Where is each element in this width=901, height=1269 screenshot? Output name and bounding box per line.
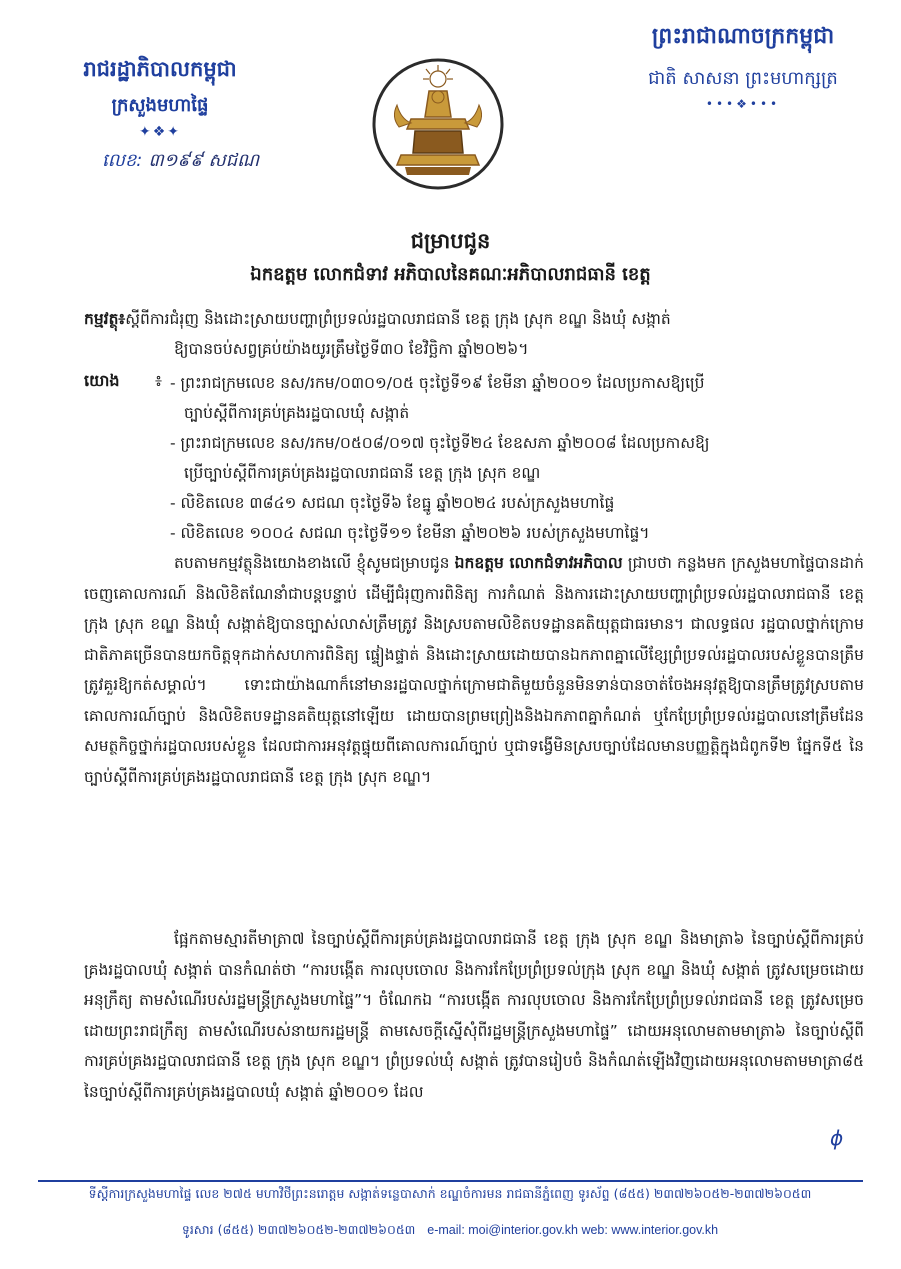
p2-text: ផ្អែកតាមស្មារតីមាត្រា៧ នៃច្បាប់ស្ដីពីការគ្រប់គ្រងរដ្ឋបាលរាជធានី ខេត្ត ក្រុង ស្រុក ខណ្ឌ និងមាត្រា៦ នៃច្បាប់ស្ដីពីការគ្រប់គ្រងរដ្ឋបាលឃុំ សង្កាត់ បានកំណត់ថា “ការបង្កើត ការលុបចោល និងការកែប្រែព្រំប្រទល់ក្រុង ស្រុក ខណ្ឌ និងឃុំ សង្កាត់ ត្រូវសម្រេចដោយអនុក្រឹត្យ តាមសំណើរបស់រដ្ឋមន្ត្រីក្រសួងមហាផ្ទៃ”។ ចំណែកឯ “ការបង្កើត ការលុបចោល និងការកែប្រែព្រំប្រទល់រាជធានី ខេត្ត ត្រូវសម្រេចដោយព្រះរាជក្រឹត្យ តាមសំណើរបស់នាយករដ្ឋមន្ត្រី តាមសេចក្ដីស្នើសុំពីរដ្ឋមន្ត្រីក្រសួងមហាផ្ទៃ” ដោយអនុលោមតាមមាត្រា៦ នៃច្បាប់ស្ដីពីការគ្រប់គ្រងរដ្ឋបាលរាជធានី ខេត្ត ក្រុង ស្រុក ខណ្ឌ។ ព្រំប្រទល់ឃុំ សង្កាត់ ត្រូវបានរៀបចំ និងកំណត់ឡើងវិញដោយអនុលោមតាមមាត្រា៨៥ នៃច្បាប់ស្ដីពីការគ្រប់គ្រងរដ្ឋបាលឃុំ សង្កាត់ ឆ្នាំ២០០១ ដែល — [84, 930, 864, 1101]
reference-item-cont: ច្បាប់ស្ដីពីការគ្រប់គ្រងរដ្ឋបាលឃុំ សង្កាត់ — [184, 404, 410, 422]
addressee-title: ឯកឧត្តម លោកជំទាវ អភិបាលនៃគណៈអភិបាលរាជធានី ខេត្ត — [250, 264, 651, 285]
subject-line-2: ឱ្យបានចប់សព្វគ្រប់យ៉ាងយូរត្រឹមថ្ងៃទី៣០ ខែវិច្ឆិកា ឆ្នាំ២០២៦។ — [174, 340, 529, 358]
footer-fax: ទូរសារ (៨៥៥) ២៣៧២៦០៥២-២៣៧២៦០៥៣ — [181, 1222, 416, 1237]
references-colon: ៖ — [155, 371, 163, 390]
ornament-divider: ✦❖✦ — [138, 124, 181, 140]
footer-contact — [30, 1222, 870, 1241]
subject-section — [84, 304, 864, 364]
footer-address: ទីស្ដីការក្រសួងមហាផ្ទៃ លេខ ២៧៥ មហាវិថីព្រះនរោត្តម សង្កាត់ទន្លេបាសាក់ ខណ្ឌចំការមន រាជធានីភ្នំពេញ ទូរស័ព្ទ (៨៥៥) ២៣៧២៦០៥២-២៣៧២៦០៥៣ — [88, 1186, 812, 1201]
references-list — [170, 368, 870, 548]
reference-item: - លិខិតលេខ ១០០៤ សជណ ចុះថ្ងៃទី១១ ខែមីនា ឆ្នាំ២០២៦ របស់ក្រសួងមហាផ្ទៃ។ — [170, 524, 650, 542]
reference-item: - ព្រះរាជក្រមលេខ នស/រកម/០៣០១/០៥ ចុះថ្ងៃទី១៩ ខែមីនា ឆ្នាំ២០០១ ដែលប្រកាសឱ្យប្រើ — [170, 374, 705, 392]
salutation-title: ជម្រាបជូន — [410, 229, 491, 253]
footer-divider — [38, 1180, 863, 1182]
ministry-emblem — [371, 57, 505, 191]
p1-addressee: ឯកឧត្តម លោកជំទាវអភិបាល — [454, 554, 623, 572]
reference-item-cont: ប្រើច្បាប់ស្ដីពីការគ្រប់គ្រងរដ្ឋបាលរាជធានី ខេត្ត ក្រុង ស្រុក ខណ្ឌ — [184, 464, 541, 482]
body-paragraph-2 — [84, 924, 864, 1107]
issuer-block — [40, 56, 280, 140]
p1-text: ជ្រាបថា កន្លងមក ក្រសួងមហាផ្ទៃបានដាក់ចេញគោលការណ៍ និងលិខិតណែនាំជាបន្តបន្ទាប់ ដើម្បីជំរុញការពិនិត្យ ការកំណត់ និងការដោះស្រាយបញ្ហាព្រំប្រទល់រដ្ឋបាលរាជធានី ខេត្ត ក្រុង ស្រុក ខណ្ឌ និងឃុំ សង្កាត់ឱ្យបានច្បាស់លាស់ត្រឹមត្រូវ និងស្របតាមលិខិតបទដ្ឋានគតិយុត្តជាធរមាន។ ជាលទ្ធផល រដ្ឋបាលថ្នាក់ក្រោមជាតិភាគច្រើនបានយកចិត្តទុកដាក់សហការពិនិត្យ ផ្ទៀងផ្ទាត់ និងដោះស្រាយដោយបានឯកភាពគ្នាលើខ្សែព្រំប្រទល់រដ្ឋបាលរបស់ខ្លួនបានត្រឹមត្រូវគួរឱ្យកត់សម្គាល់។ ទោះជាយ៉ាងណាក៏នៅមានរដ្ឋបាលថ្នាក់ក្រោមជាតិមួយចំនួនមិនទាន់បានចាត់ចែងអនុវត្តឱ្យបានត្រឹមត្រូវស្របតាមគោលការណ៍ច្បាប់ និងលិខិតបទដ្ឋានគតិយុត្តនៅឡើយ ដោយបានព្រមព្រៀងនិងឯកភាពគ្នាកំណត់ ឬកែប្រែព្រំប្រទល់រដ្ឋបាលនៅត្រឹមដែនសមត្ថកិច្ចថ្នាក់រដ្ឋបាលរបស់ខ្លួន ដែលជាការអនុវត្តផ្ទុយពីគោលការណ៍ច្បាប់ ឬជាទង្វើមិនស្របច្បាប់ដែលមានបញ្ញត្តិក្នុងជំពូកទី២ ផ្នែកទី៥ នៃច្បាប់ស្ដីពីការគ្រប់គ្រងរដ្ឋបាលរាជធានី ខេត្ត ក្រុង ស្រុក ខណ្ឌ។ — [84, 554, 864, 786]
reference-number — [102, 148, 259, 175]
subject-label: កម្មវត្ថុ៖ — [84, 310, 126, 328]
ministry-name: ក្រសួងមហាផ្ទៃ — [111, 95, 209, 116]
initial-mark: ϕ — [830, 1126, 844, 1150]
footer-email-web: e-mail: moi@interior.gov.kh web: www.interior.gov.kh — [427, 1223, 719, 1237]
kingdom-name: ព្រះរាជាណាចក្រកម្ពុជា — [651, 24, 835, 49]
emblem-icon — [371, 57, 505, 191]
government-name: រាជរដ្ឋាភិបាលកម្ពុជា — [83, 57, 237, 81]
p1-start: តបតាមកម្មវត្ថុនិងយោងខាងលើ ខ្ញុំសូមជម្រាបជូន — [174, 554, 455, 572]
body-paragraph-1 — [84, 548, 864, 792]
ornament-divider-right: •••❖••• — [705, 97, 781, 111]
kingdom-block — [598, 22, 888, 111]
ref-number: ៣១៩៩ សជណ — [148, 150, 260, 171]
references-label: យោង — [84, 371, 120, 390]
national-motto: ជាតិ សាសនា ព្រះមហាក្សត្រ — [648, 68, 838, 89]
reference-item: - លិខិតលេខ ៣៨៤១ សជណ ចុះថ្ងៃទី៦ ខែធ្នូ ឆ្នាំ២០២៤ របស់ក្រសួងមហាផ្ទៃ — [170, 494, 615, 512]
subject-line-1: ស្ដីពីការជំរុញ និងដោះស្រាយបញ្ហាព្រំប្រទល់រដ្ឋបាលរាជធានី ខេត្ត ក្រុង ស្រុក ខណ្ឌ និងឃុំ សង្កាត់ — [125, 310, 671, 328]
reference-item: - ព្រះរាជក្រមលេខ នស/រកម/០៥០៨/០១៧ ចុះថ្ងៃទី២៤ ខែឧសភា ឆ្នាំ២០០៨ ដែលប្រកាសឱ្យ — [170, 434, 710, 452]
ref-label: លេខ: — [102, 150, 143, 171]
